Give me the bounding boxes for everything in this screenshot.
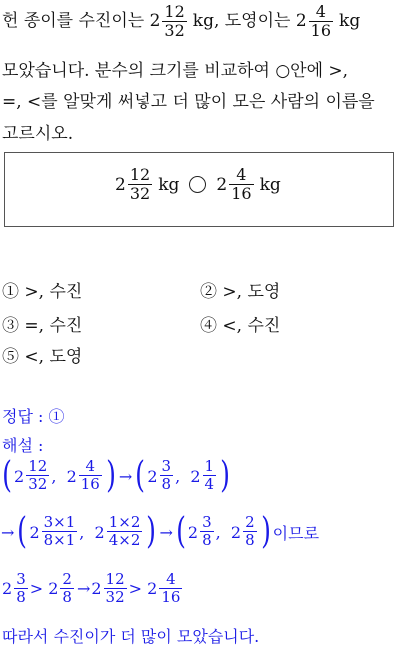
fraction-left: $\frac{12}{32}$ bbox=[129, 165, 151, 203]
option-3[interactable]: ③ =, 수진 bbox=[2, 316, 83, 336]
solution-step-2: → ( 2 $\frac{3\times 1}{8\times 1}$ , 2 $\frac{1\times 2}{4\times 2}$ ) → ( 2 $\frac{3}{8}$ , 2 $\frac{2}{8}$ ) 이므로 bbox=[1, 511, 320, 552]
solution-step-1: ( 2 $\frac{12}{32}$ , 2 $\frac{4}{16}$ ) → ( 2 $\frac{3}{8}$ , 2 $\frac{1}{4}$ ) bbox=[2, 455, 231, 496]
question-line-3: =, <를 알맞게 써넣고 더 많이 모은 사람의 이름을 bbox=[2, 92, 375, 112]
question-text-part-1: 헌 종이를 수진이는 2 bbox=[2, 11, 161, 32]
option-4[interactable]: ④ <, 수진 bbox=[200, 316, 281, 336]
answer-line: 정답 : ① bbox=[2, 407, 65, 426]
question-line-4: 고르시오. bbox=[2, 124, 74, 144]
question-line-2: 모았습니다. 분수의 크기를 비교하여 ○안에 >, bbox=[2, 61, 349, 81]
option-2[interactable]: ② >, 도영 bbox=[200, 282, 281, 302]
fraction-numerator: 12 bbox=[164, 2, 185, 21]
fraction-sujin bbox=[162, 4, 186, 39]
explanation-label: 해설 : bbox=[2, 436, 44, 455]
fraction-numerator: 4 bbox=[315, 2, 326, 21]
unit-kg: kg bbox=[339, 11, 361, 32]
fraction-denominator: 16 bbox=[310, 20, 332, 40]
answer-circle[interactable] bbox=[189, 176, 206, 193]
question-text-part-2: kg, 도영이는 2 bbox=[192, 11, 307, 32]
solution-text-imeuro: 이므로 bbox=[272, 523, 320, 543]
option-5[interactable]: ⑤ <, 도영 bbox=[2, 347, 83, 367]
fraction-doyoung bbox=[309, 4, 333, 39]
whole-number: 2 bbox=[216, 174, 228, 195]
conclusion-line: 따라서 수진이가 더 많이 모았습니다. bbox=[2, 627, 260, 646]
unit-kg: kg bbox=[158, 174, 180, 195]
solution-step-3: 2 $\frac{3}{8}$ > 2 $\frac{2}{8}$ → 2 $\frac{12}{32}$ > 2 $\frac{4}{16}$ bbox=[2, 570, 181, 606]
fraction-denominator: 32 bbox=[164, 20, 185, 40]
option-1[interactable]: ① >, 수진 bbox=[2, 282, 83, 302]
unit-kg: kg bbox=[259, 174, 281, 195]
whole-number: 2 bbox=[115, 174, 126, 195]
fraction-right: $\frac{4}{16}$ bbox=[231, 165, 252, 203]
comparison-expression bbox=[115, 167, 281, 202]
comparison-box bbox=[4, 152, 394, 227]
question-line-1 bbox=[2, 4, 360, 39]
